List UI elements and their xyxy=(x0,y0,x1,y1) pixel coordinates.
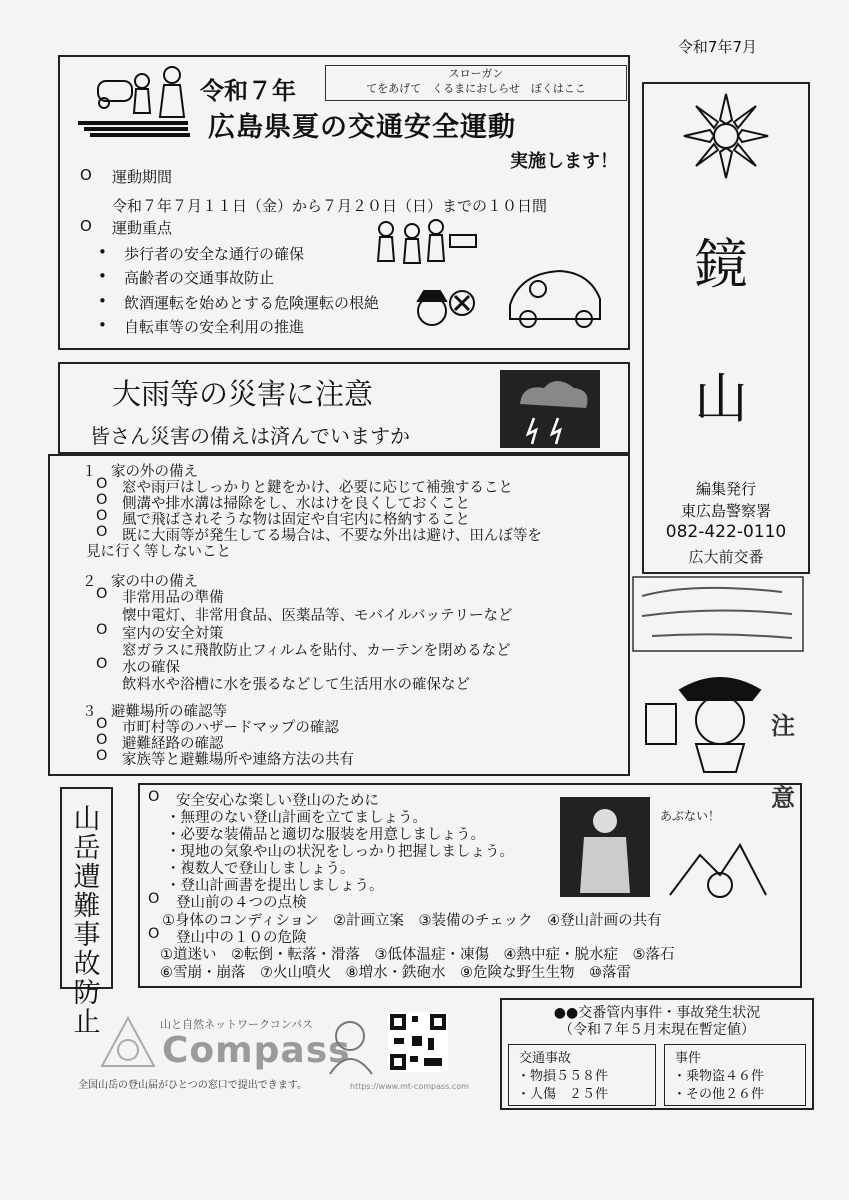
traffic-year: 令和７年 xyxy=(200,77,296,105)
circle-bullet: O xyxy=(96,492,108,508)
vertical-char: 事 xyxy=(73,920,101,951)
mountain-tip: ・登山計画書を提出しましょう。 xyxy=(166,878,384,894)
compass-mascot-image xyxy=(320,1014,382,1078)
rain-item-body: 飲料水や浴槽に水を張るなどして生活用水の確保など xyxy=(122,677,470,693)
bullet-circle: O xyxy=(80,217,92,235)
circle-bullet: O xyxy=(96,586,108,602)
mountain-head-3: 登山中の１０の危険 xyxy=(176,930,307,946)
officer-x-illustration xyxy=(410,279,482,343)
police-emblem-icon xyxy=(680,90,772,182)
mountain-tip: ・必要な装備品と適切な服装を用意しましょう。 xyxy=(166,827,485,843)
rain-section-1-title: １ 家の外の備え xyxy=(82,464,198,480)
drunk-driving-illustration xyxy=(480,255,606,333)
rain-item: 避難経路の確認 xyxy=(122,736,224,752)
bullet-dot: • xyxy=(98,243,107,261)
vertical-char: 山 xyxy=(73,804,101,835)
focus-label: 運動重点 xyxy=(112,219,173,237)
crosswalk-illustration xyxy=(70,61,200,139)
police-station: 東広島警察署 xyxy=(680,502,771,520)
circle-bullet: O xyxy=(96,732,108,748)
masthead-kanji-1: 鏡 xyxy=(694,233,748,296)
period-label: 運動期間 xyxy=(112,168,173,186)
circle-bullet: O xyxy=(148,926,160,942)
traffic-accident-item: ・人傷 ２５件 xyxy=(517,1087,609,1102)
mountain-side-label xyxy=(60,787,113,1038)
rain-item: 風で飛ばされそうな物は固定や自宅内に格納すること xyxy=(122,512,470,528)
bullet-circle: O xyxy=(80,166,92,184)
rain-section-2-title: ２ 家の中の備え xyxy=(82,574,198,590)
circle-bullet: O xyxy=(96,508,108,524)
vertical-char: 故 xyxy=(73,949,101,980)
rain-item-body: 窓ガラスに飛散防止フィルムを貼付、カーテンを閉めるなど xyxy=(122,643,511,659)
circle-bullet: O xyxy=(148,891,160,907)
masthead-kanji-2: 山 xyxy=(694,367,748,430)
vertical-char: 難 xyxy=(73,891,101,922)
warning-text: あぶない！ xyxy=(660,809,721,823)
vertical-char: 止 xyxy=(73,1007,101,1038)
earthquake-banner-image xyxy=(632,576,804,652)
circle-bullet: O xyxy=(96,656,108,672)
rain-section-3-title: ３ 避難場所の確認等 xyxy=(82,704,227,720)
mountain-main-box xyxy=(138,783,802,988)
publisher-label: 編集発行 xyxy=(695,480,756,498)
rain-subtitle: 皆さん災害の備えは済んでいますか xyxy=(90,424,410,448)
circle-bullet: O xyxy=(96,524,108,540)
koban-name: 広大前交番 xyxy=(688,548,764,566)
focus-item: 飲酒運転を始めとする危険運転の根絶 xyxy=(124,294,380,312)
circle-bullet: O xyxy=(148,789,160,805)
traffic-subtitle: 実施します！ xyxy=(510,151,618,172)
slogan-box xyxy=(325,65,627,101)
mountain-dangers-2: ⑥雪崩・崩落 ⑦火山噴火 ⑧増水・鉄砲水 ⑨危険な野生生物 ⑩落雷 xyxy=(160,965,631,981)
mountain-tip: ・無理のない登山計画を立てましょう。 xyxy=(166,810,427,826)
compass-mountain-logo-icon xyxy=(98,1012,158,1070)
slogan-label: スローガン xyxy=(448,67,504,80)
mountain-head-2: 登山前の４つの点検 xyxy=(176,895,307,911)
rain-item-body: 懐中電灯、非常用食品、医薬品等、モバイルバッテリーなど xyxy=(122,608,513,624)
storm-cloud-icon xyxy=(500,370,600,448)
rain-body-box xyxy=(48,454,630,776)
traffic-accident-box xyxy=(508,1044,656,1106)
circle-bullet: O xyxy=(96,622,108,638)
compass-description: 全国山岳の登山届がひとつの窓口で提出できます。 xyxy=(78,1080,307,1091)
vertical-char: 岳 xyxy=(73,833,101,864)
incident-stats-box xyxy=(500,998,814,1110)
stats-title: ●●交番管内事件・事故発生状況 xyxy=(553,1005,761,1021)
vertical-char: 遭 xyxy=(73,862,101,893)
traffic-accident-item: ・物損５５８件 xyxy=(517,1069,609,1084)
mountain-vertical-title xyxy=(72,805,102,1008)
incident-label: 事件 xyxy=(675,1051,702,1066)
mountain-dangers-1: ①道迷い ②転倒・転落・滑落 ③低体温症・凍傷 ④熱中症・脱水症 ⑤落石 xyxy=(160,947,675,963)
traffic-accident-label: 交通事故 xyxy=(519,1051,572,1066)
child-hiker-illustration xyxy=(660,825,770,905)
rain-item: 市町村等のハザードマップの確認 xyxy=(122,720,339,736)
rain-header-box xyxy=(58,362,630,454)
focus-item: 高齢者の交通事故防止 xyxy=(124,269,275,287)
mountain-head-1: 安全安心な楽しい登山のために xyxy=(176,793,379,809)
issue-date: 令和7年7月 xyxy=(677,38,757,56)
rain-item: 窓や雨戸はしっかりと鍵をかけ、必要に応じて補強すること xyxy=(122,480,513,496)
period-text: 令和７年７月１１日（金）から７月２０日（日）までの１０日間 xyxy=(112,197,548,215)
rain-item-head: 室内の安全対策 xyxy=(122,626,224,642)
compass-logo-text: Compass xyxy=(162,1030,351,1071)
focus-item: 歩行者の安全な通行の確保 xyxy=(124,245,305,263)
rain-item-continued: 見に行く等しないこと xyxy=(86,544,231,560)
compass-org-name: 山と自然ネットワークコンパス xyxy=(160,1018,314,1031)
bullet-dot: • xyxy=(98,316,107,334)
qr-code-image[interactable] xyxy=(388,1012,448,1072)
stats-subtitle: （令和７年５月末現在暫定値） xyxy=(559,1022,755,1038)
right-column-box xyxy=(642,82,810,574)
mountain-tip: ・現地の気象や山の状況をしっかり把握しましょう。 xyxy=(166,844,514,860)
mountain-tip: ・複数人で登山しましょう。 xyxy=(166,861,355,877)
traffic-title: 広島県夏の交通安全運動 xyxy=(208,112,516,143)
slogan-text: てをあげて くるまにおしらせ ぼくはここ xyxy=(366,82,586,95)
pedestrians-illustration xyxy=(372,217,480,273)
hiker-illustration xyxy=(560,797,650,897)
rain-item-head: 水の確保 xyxy=(122,660,180,676)
bullet-dot: • xyxy=(98,267,107,285)
circle-bullet: O xyxy=(96,716,108,732)
focus-item: 自転車等の安全利用の推進 xyxy=(124,318,305,336)
circle-bullet: O xyxy=(96,476,108,492)
incident-box xyxy=(664,1044,806,1106)
mountain-checks: ①身体のコンディション ②計画立案 ③装備のチェック ④登山計画の共有 xyxy=(162,913,662,929)
rain-item-head: 非常用品の準備 xyxy=(122,590,224,606)
caution-sticker-text: 注意 xyxy=(771,712,795,812)
compass-url[interactable]: https://www.mt-compass.com xyxy=(350,1082,469,1091)
incident-item: ・乗物盗４６件 xyxy=(673,1069,765,1084)
circle-bullet: O xyxy=(96,748,108,764)
phone-number: 082-422-0110 xyxy=(665,522,787,542)
rain-item: 家族等と避難場所や連絡方法の共有 xyxy=(122,752,354,768)
rain-item: 既に大雨等が発生してる場合は、不要な外出は避け、田んぼ等を xyxy=(122,528,542,544)
incident-item: ・その他２６件 xyxy=(673,1087,765,1102)
rain-title: 大雨等の災害に注意 xyxy=(112,377,374,411)
rain-item: 側溝や排水溝は掃除をし、水はけを良くしておくこと xyxy=(122,496,470,512)
vertical-char: 防 xyxy=(73,978,101,1009)
traffic-safety-section xyxy=(58,55,630,350)
bullet-dot: • xyxy=(98,292,107,310)
